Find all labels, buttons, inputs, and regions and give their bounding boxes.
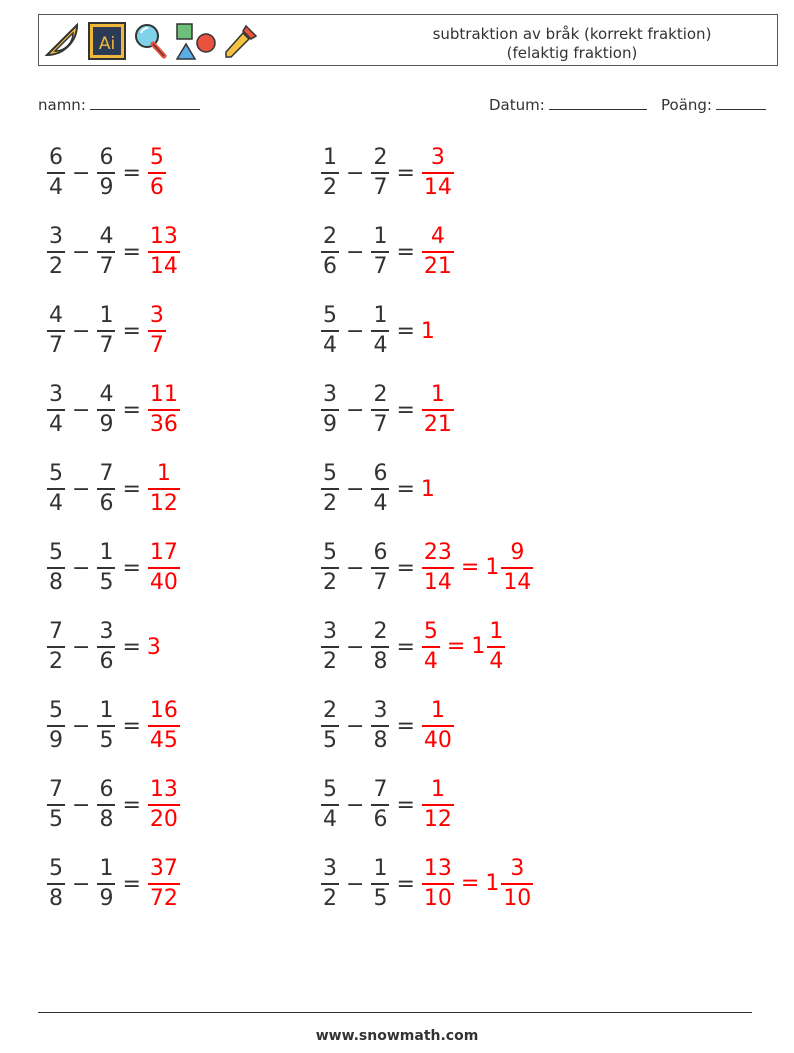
fraction (371, 305, 389, 356)
fraction (97, 305, 115, 356)
fraction (321, 147, 339, 198)
fraction (47, 226, 65, 277)
denominator: 14 (423, 569, 452, 595)
numerator: 2 (373, 145, 388, 171)
numerator: 1 (373, 856, 388, 882)
numerator: 6 (373, 540, 388, 566)
equals-sign: = (460, 555, 480, 581)
numerator: 37 (149, 856, 178, 882)
score-blank[interactable] (716, 94, 766, 110)
fraction (321, 542, 339, 593)
denominator: 7 (373, 569, 388, 595)
minus-sign: − (72, 318, 91, 344)
pipette-icon (221, 21, 261, 61)
denominator: 8 (373, 727, 388, 753)
fraction (47, 384, 65, 435)
fraction (148, 779, 180, 830)
numerator: 13 (423, 856, 452, 882)
fraction (47, 463, 65, 514)
denominator: 2 (323, 174, 337, 200)
answer-whole: 1 (420, 318, 435, 344)
numerator: 1 (430, 777, 445, 803)
fraction (148, 147, 166, 198)
fraction (321, 305, 339, 356)
problem-14 (320, 617, 506, 677)
fraction (422, 147, 454, 198)
fraction (97, 542, 115, 593)
numerator: 4 (99, 224, 114, 250)
fraction (371, 621, 389, 672)
answer (147, 463, 181, 514)
answer (421, 384, 455, 435)
worksheet-title (407, 25, 737, 63)
numerator: 3 (510, 856, 525, 882)
answer (421, 477, 435, 502)
numerator: 1 (373, 224, 388, 250)
denominator: 6 (149, 174, 164, 200)
equals-sign: = (122, 397, 141, 423)
numerator: 5 (323, 461, 337, 487)
equals-sign: = (122, 476, 141, 502)
problem-12 (320, 538, 534, 598)
numerator: 1 (430, 698, 445, 724)
denominator: 4 (423, 648, 438, 674)
fraction (371, 779, 389, 830)
denominator: 7 (99, 253, 114, 279)
answer (147, 858, 181, 909)
numerator: 1 (156, 461, 171, 487)
equals-sign: = (396, 634, 415, 660)
numerator: 7 (373, 777, 388, 803)
numerator: 1 (99, 856, 114, 882)
problem-8 (320, 380, 455, 440)
fraction (371, 858, 389, 909)
fraction (47, 542, 65, 593)
denominator: 9 (49, 727, 63, 753)
numerator: 16 (149, 698, 178, 724)
denominator: 2 (323, 490, 337, 516)
fraction (148, 542, 180, 593)
denominator: 7 (49, 332, 63, 358)
minus-sign: − (346, 397, 365, 423)
numerator: 5 (323, 303, 337, 329)
date-blank[interactable] (549, 94, 647, 110)
date-field (489, 94, 647, 114)
equals-sign: = (446, 634, 466, 660)
minus-sign: − (72, 397, 91, 423)
mixed-whole: 1 (471, 634, 486, 660)
numerator: 2 (373, 619, 388, 645)
date-label: Datum: (489, 96, 545, 114)
denominator: 9 (323, 411, 337, 437)
equals-sign: = (122, 871, 141, 897)
denominator: 6 (99, 490, 114, 516)
minus-sign: − (72, 634, 91, 660)
fraction (501, 858, 533, 909)
denominator: 9 (99, 411, 114, 437)
numerator: 17 (149, 540, 178, 566)
minus-sign: − (346, 476, 365, 502)
denominator: 7 (149, 332, 164, 358)
answer (147, 226, 181, 277)
denominator: 4 (323, 332, 337, 358)
equals-sign: = (396, 792, 415, 818)
numerator: 5 (49, 540, 63, 566)
equals-sign: = (460, 871, 480, 897)
fraction (47, 700, 65, 751)
numerator: 3 (323, 619, 337, 645)
denominator: 5 (373, 885, 388, 911)
problem-6 (320, 301, 435, 361)
fraction (371, 700, 389, 751)
minus-sign: − (346, 160, 365, 186)
numerator: 5 (323, 777, 337, 803)
numerator: 1 (430, 382, 445, 408)
problem-9 (46, 459, 181, 519)
numerator: 13 (149, 777, 178, 803)
fraction (148, 700, 180, 751)
answer (421, 700, 455, 751)
numerator: 4 (430, 224, 445, 250)
problem-5 (46, 301, 167, 361)
denominator: 14 (423, 174, 452, 200)
numerator: 6 (49, 145, 63, 171)
numerator: 6 (99, 777, 114, 803)
answer (421, 542, 534, 593)
equals-sign: = (396, 476, 415, 502)
fraction (321, 384, 339, 435)
numerator: 5 (149, 145, 164, 171)
equals-sign: = (396, 239, 415, 265)
answer-whole: 3 (146, 634, 161, 660)
mixed-whole: 1 (485, 871, 500, 897)
problem-16 (320, 696, 455, 756)
denominator: 9 (99, 174, 114, 200)
problem-19 (46, 854, 181, 914)
answer (421, 147, 455, 198)
denominator: 7 (99, 332, 114, 358)
denominator: 5 (99, 569, 114, 595)
fraction (148, 226, 180, 277)
answer (147, 305, 167, 356)
denominator: 12 (423, 806, 452, 832)
numerator: 1 (99, 303, 114, 329)
fraction (371, 542, 389, 593)
mixed-whole: 1 (485, 555, 500, 581)
fraction (487, 621, 505, 672)
minus-sign: − (72, 792, 91, 818)
numerator: 7 (99, 461, 114, 487)
denominator: 45 (149, 727, 178, 753)
equals-sign: = (396, 871, 415, 897)
equals-sign: = (122, 792, 141, 818)
minus-sign: − (72, 239, 91, 265)
numerator: 5 (49, 461, 63, 487)
numerator: 3 (323, 382, 337, 408)
denominator: 40 (423, 727, 452, 753)
problem-7 (46, 380, 181, 440)
answer (421, 319, 435, 344)
equals-sign: = (122, 634, 141, 660)
minus-sign: − (346, 239, 365, 265)
numerator: 4 (49, 303, 63, 329)
fraction (47, 621, 65, 672)
denominator: 6 (323, 253, 337, 279)
equals-sign: = (122, 555, 141, 581)
numerator: 5 (323, 540, 337, 566)
numerator: 4 (99, 382, 114, 408)
problem-17 (46, 775, 181, 835)
answer-whole: 1 (420, 476, 435, 502)
denominator: 14 (503, 569, 532, 595)
numerator: 5 (423, 619, 438, 645)
equals-sign: = (396, 160, 415, 186)
problem-20 (320, 854, 534, 914)
fraction (422, 858, 454, 909)
numerator: 2 (373, 382, 388, 408)
problem-3 (46, 222, 181, 282)
denominator: 36 (149, 411, 178, 437)
illustrator-icon (87, 21, 127, 61)
equals-sign: = (396, 397, 415, 423)
minus-sign: − (346, 555, 365, 581)
denominator: 2 (49, 648, 63, 674)
fraction (97, 147, 115, 198)
numerator: 2 (323, 224, 337, 250)
numerator: 3 (323, 856, 337, 882)
name-label: namn: (38, 96, 86, 114)
title-line-1: subtraktion av bråk (korrekt fraktion) (432, 25, 712, 43)
denominator: 2 (323, 885, 337, 911)
fraction (47, 858, 65, 909)
fraction (321, 858, 339, 909)
numerator: 23 (423, 540, 452, 566)
fraction (47, 779, 65, 830)
fraction (321, 463, 339, 514)
denominator: 7 (373, 411, 388, 437)
fraction (371, 384, 389, 435)
denominator: 10 (503, 885, 532, 911)
denominator: 2 (323, 648, 337, 674)
denominator: 4 (323, 806, 337, 832)
answer (421, 858, 534, 909)
fraction (321, 779, 339, 830)
icon-strip (43, 19, 261, 63)
denominator: 5 (323, 727, 337, 753)
title-line-2: (felaktig fraktion) (506, 44, 638, 62)
denominator: 21 (423, 253, 452, 279)
numerator: 7 (49, 619, 63, 645)
minus-sign: − (346, 318, 365, 344)
shapes-icon (173, 21, 217, 61)
name-blank[interactable] (90, 94, 200, 110)
name-field (38, 94, 200, 114)
denominator: 8 (49, 569, 63, 595)
answer (421, 779, 455, 830)
denominator: 72 (149, 885, 178, 911)
fraction (321, 226, 339, 277)
magnifier-icon (131, 21, 169, 61)
minus-sign: − (346, 634, 365, 660)
score-label: Poäng: (661, 96, 712, 114)
fraction (148, 858, 180, 909)
denominator: 4 (373, 332, 388, 358)
fraction (422, 384, 454, 435)
numerator: 1 (323, 145, 337, 171)
fraction (422, 700, 454, 751)
fraction (321, 700, 339, 751)
denominator: 5 (49, 806, 63, 832)
numerator: 1 (99, 698, 114, 724)
numerator: 3 (49, 224, 63, 250)
numerator: 1 (489, 619, 504, 645)
numerator: 6 (99, 145, 114, 171)
fraction (97, 621, 115, 672)
answer (147, 384, 181, 435)
fraction (97, 858, 115, 909)
numerator: 7 (49, 777, 63, 803)
minus-sign: − (346, 871, 365, 897)
answer (147, 779, 181, 830)
denominator: 40 (149, 569, 178, 595)
footer-url: www.snowmath.com (315, 1028, 479, 1044)
fraction (97, 463, 115, 514)
answer (421, 226, 455, 277)
answer (147, 700, 181, 751)
numerator: 2 (323, 698, 337, 724)
problem-13 (46, 617, 161, 677)
fraction (47, 305, 65, 356)
fraction (148, 463, 180, 514)
answer (147, 147, 167, 198)
fraction (422, 226, 454, 277)
denominator: 4 (49, 490, 63, 516)
denominator: 7 (373, 253, 388, 279)
fraction (422, 779, 454, 830)
denominator: 21 (423, 411, 452, 437)
numerator: 3 (49, 382, 63, 408)
fraction (371, 226, 389, 277)
minus-sign: − (72, 713, 91, 739)
denominator: 7 (373, 174, 388, 200)
denominator: 4 (373, 490, 388, 516)
denominator: 8 (49, 885, 63, 911)
minus-sign: − (72, 476, 91, 502)
numerator: 5 (49, 856, 63, 882)
denominator: 6 (373, 806, 388, 832)
fraction (422, 542, 454, 593)
fraction (148, 384, 180, 435)
denominator: 10 (423, 885, 452, 911)
denominator: 14 (149, 253, 178, 279)
denominator: 20 (149, 806, 178, 832)
denominator: 9 (99, 885, 114, 911)
denominator: 12 (149, 490, 178, 516)
footer-divider (38, 1012, 752, 1013)
fraction (148, 305, 166, 356)
fraction (97, 700, 115, 751)
numerator: 6 (373, 461, 388, 487)
denominator: 2 (49, 253, 63, 279)
equals-sign: = (396, 318, 415, 344)
numerator: 9 (510, 540, 525, 566)
fraction (501, 542, 533, 593)
problem-4 (320, 222, 455, 282)
denominator: 2 (323, 569, 337, 595)
numerator: 3 (99, 619, 114, 645)
denominator: 8 (99, 806, 114, 832)
protractor-icon (43, 21, 83, 61)
equals-sign: = (396, 713, 415, 739)
score-field (661, 94, 766, 114)
denominator: 4 (49, 411, 63, 437)
denominator: 4 (49, 174, 63, 200)
fraction (371, 463, 389, 514)
equals-sign: = (396, 555, 415, 581)
minus-sign: − (72, 871, 91, 897)
problem-18 (320, 775, 455, 835)
minus-sign: − (72, 160, 91, 186)
problem-11 (46, 538, 181, 598)
equals-sign: = (122, 318, 141, 344)
numerator: 3 (373, 698, 388, 724)
numerator: 13 (149, 224, 178, 250)
fraction (371, 147, 389, 198)
minus-sign: − (346, 713, 365, 739)
numerator: 1 (99, 540, 114, 566)
fraction (321, 621, 339, 672)
answer (147, 635, 161, 660)
fraction (422, 621, 440, 672)
numerator: 3 (430, 145, 445, 171)
denominator: 8 (373, 648, 388, 674)
problem-10 (320, 459, 435, 519)
answer (421, 621, 506, 672)
equals-sign: = (122, 239, 141, 265)
fraction (97, 384, 115, 435)
equals-sign: = (122, 160, 141, 186)
minus-sign: − (346, 792, 365, 818)
numerator: 3 (149, 303, 164, 329)
equals-sign: = (122, 713, 141, 739)
denominator: 5 (99, 727, 114, 753)
fraction (47, 147, 65, 198)
problem-2 (320, 143, 455, 203)
fraction (97, 226, 115, 277)
svg-text:Ai: Ai (98, 34, 116, 54)
numerator: 5 (49, 698, 63, 724)
problem-1 (46, 143, 167, 203)
minus-sign: − (72, 555, 91, 581)
numerator: 11 (149, 382, 178, 408)
fraction (97, 779, 115, 830)
worksheet-header (38, 14, 778, 66)
answer (147, 542, 181, 593)
numerator: 1 (373, 303, 388, 329)
problem-15 (46, 696, 181, 756)
denominator: 6 (99, 648, 114, 674)
denominator: 4 (489, 648, 504, 674)
